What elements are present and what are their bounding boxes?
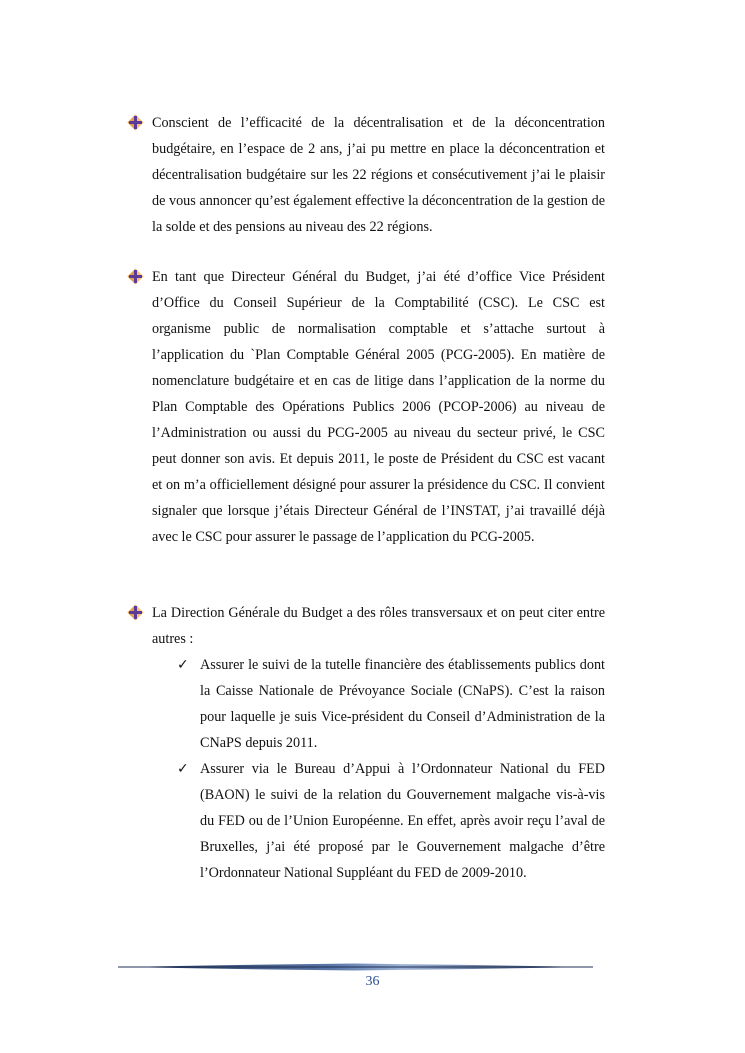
checklist-item xyxy=(175,756,605,886)
bullet-paragraph-2 xyxy=(125,264,605,550)
diamond-bullet-icon xyxy=(127,604,144,621)
checklist-item-text: Assurer le suivi de la tutelle financière des établissements publics dont la Caisse Nationale de Prévoyance Sociale (CNaPS). C’est la raison pour laquelle je suis Vice-président du Conseil d’Administration de la CNaPS depuis 2011. xyxy=(200,657,605,751)
paragraph-text: La Direction Générale du Budget a des rôles transversaux et on peut citer entre autres : xyxy=(152,605,605,647)
checklist xyxy=(125,652,605,886)
checklist-item xyxy=(175,652,605,756)
paragraph-text: En tant que Directeur Général du Budget, j’ai été d’office Vice Président d’Office du Conseil Supérieur de la Comptabilité (CSC). Le CSC est organisme public de normalisation comptable et s’attache surtout à l’application du `Plan Comptable Général 2005 (PCG-2005). En matière de nomenclature budgétaire et en cas de litige dans l’application de la norme du Plan Comptable des Opérations Publics 2006 (PCOP-2006) au niveau de l’Administration ou aussi du PCG-2005 au niveau du secteur privé, le CSC peut donner son avis. Et depuis 2011, le poste de Président du CSC est vacant et on m’a officiellement désigné pour assurer la présidence du CSC. Il convient signaler que lorsque j’étais Directeur Général de l’INSTAT, j’ai travaillé déjà avec le CSC pour assurer le passage de l’application du PCG-2005. xyxy=(152,269,605,545)
footer-divider xyxy=(118,962,593,972)
checkmark-icon: ✓ xyxy=(177,657,189,673)
checklist-item-text: Assurer via le Bureau d’Appui à l’Ordonnateur National du FED (BAON) le suivi de la relation du Gouvernement malgache vis-à-vis du FED ou de l’Union Européenne. En effet, après avoir reçu l’aval de Bruxelles, j’ai été proposé par le Gouvernement malgache d’être l’Ordonnateur National Suppléant du FED de 2009-2010. xyxy=(200,761,605,881)
page-number: 36 xyxy=(365,974,380,989)
bullet-paragraph-1 xyxy=(125,110,605,240)
bullet-paragraph-3 xyxy=(125,600,605,886)
paragraph-text: Conscient de l’efficacité de la décentralisation et de la déconcentration budgétaire, en l’espace de 2 ans, j’ai pu mettre en place la déconcentration et décentralisation budgétaire sur les 22 régions et consécutivement j’ai le plaisir de vous annoncer qu’est également effective la déconcentration de la gestion de la solde et des pensions au niveau des 22 régions. xyxy=(152,115,605,235)
diamond-bullet-icon xyxy=(127,268,144,285)
checkmark-icon: ✓ xyxy=(177,761,189,777)
diamond-bullet-icon xyxy=(127,114,144,131)
